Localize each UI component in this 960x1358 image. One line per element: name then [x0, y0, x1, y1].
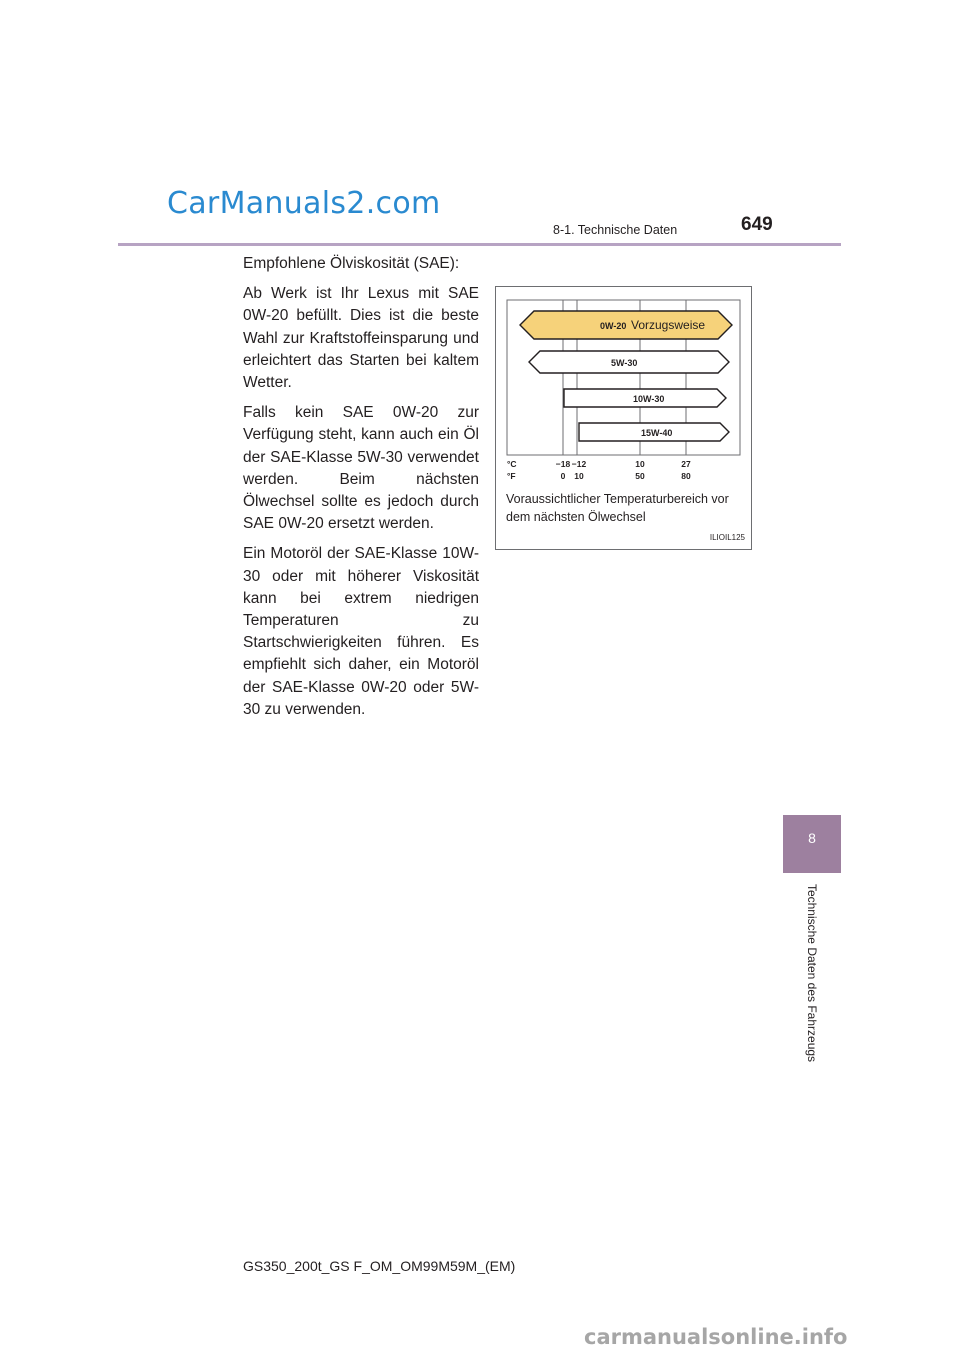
bar-5w30-grade: 5W-30: [611, 358, 638, 368]
footer-code: GS350_200t_GS F_OM_OM99M59M_(EM): [243, 1258, 516, 1274]
header-rule: [118, 243, 841, 246]
bar-0w20-grade: 0W-20: [600, 321, 627, 331]
chapter-side-label: Technische Daten des Fahrzeugs: [805, 883, 819, 1063]
watermark-bottom: carmanualsonline.info: [584, 1325, 848, 1349]
body-text: [243, 253, 479, 729]
tick-f-4: 80: [681, 471, 691, 481]
figure-caption: Voraussichtlicher Temperaturbereich vor dem nächsten Ölwechsel: [506, 492, 729, 524]
bar-15w40-grade: 15W-40: [641, 428, 673, 438]
oil-viscosity-figure: [495, 286, 752, 550]
figure-id: ILIOIL125: [709, 533, 745, 542]
body-paragraph-1: Ab Werk ist Ihr Lexus mit SAE 0W-20 befüllt. Dies ist die beste Wahl zur Kraftstoffeinsparung und erleichtert das Starten bei kaltem Wetter.: [243, 285, 479, 392]
section-title: 8-1. Technische Daten: [553, 223, 678, 237]
tick-f-2: 10: [574, 471, 584, 481]
tick-f-1: 0: [560, 471, 566, 481]
body-heading: Empfohlene Ölviskosität (SAE):: [243, 255, 460, 272]
unit-fahrenheit: °F: [507, 471, 516, 481]
unit-celsius: °C: [507, 459, 517, 469]
bar-10w30-grade: 10W-30: [633, 394, 665, 404]
page-number: 649: [741, 214, 773, 235]
watermark-top: CarManuals2.com: [167, 186, 441, 221]
tick-f-3: 50: [635, 471, 645, 481]
tick-c-3: 10: [635, 459, 645, 469]
chapter-tab-number: 8: [808, 830, 816, 846]
tick-c-4: 27: [681, 459, 691, 469]
body-paragraph-2: Falls kein SAE 0W-20 zur Verfügung steht, kann auch ein Öl der SAE-Klasse 5W-30 verwendet werden. Beim nächsten Ölwechsel sollte es jedoch durch SAE 0W-20 ersetzt werden.: [243, 404, 479, 533]
tick-c-1: −18: [555, 459, 571, 469]
body-paragraph-3: Ein Motoröl der SAE-Klasse 10W-30 oder mit höherer Viskosität kann bei extrem niedrigen Temperaturen zu Startschwierigkeiten führen. Es empfiehlt sich daher, ein Motoröl der SAE-Klasse 0W-20 oder 5W-30 zu verwenden.: [243, 545, 479, 718]
tick-c-2: −12: [571, 459, 587, 469]
bar-0w20-note: Vorzugsweise: [631, 318, 706, 332]
